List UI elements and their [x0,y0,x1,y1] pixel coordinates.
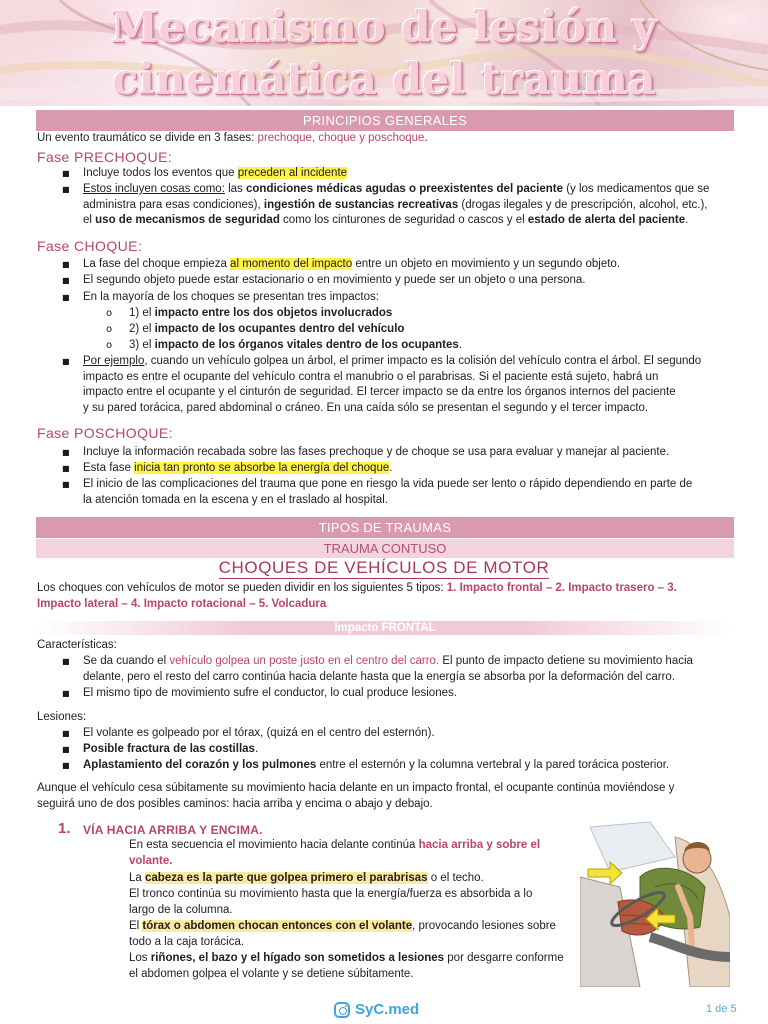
bullet-icon: ■ [62,761,70,770]
page-number: 1 de 5 [706,1003,737,1015]
bullet-icon: ■ [62,689,70,698]
lesion-item-2: Posible fractura de las costillas. [83,743,259,755]
vehiculos-heading: CHOQUES DE VEHÍCULOS DE MOTOR [218,558,550,577]
choque-item-4: Por ejemplo, cuando un vehículo golpea un árbol, el primer impacto es la colisión del vehículo contra el árbol. El segundo impacto es entre el ocupante del vehículo contra el manubrio o el parabrisas. Si el paciente está sujeto, habrá un impacto entre el ocupante y el cinturón de seguridad. El tercer impacto se da entre los órganos internos del paciente y su pared torácica, pared abdominal o cráneo. En una caída sólo se presentan el segundo y el tercer impacto. [83,355,702,415]
footer-brand[interactable] [334,1001,419,1018]
poschoque-item-2: Esta fase inicia tan pronto se absorbe la energía del choque. [83,462,393,474]
caracteristica-item-2: El mismo tipo de movimiento sufre el conductor, lo cual produce lesiones. [83,687,457,699]
choque-item-2: El segundo objeto puede estar estacionario o en movimiento y puede ser un objeto o una persona. [83,274,586,286]
via-number: 1. [58,820,71,837]
via-paragraph-5: Los riñones, el bazo y el hígado son sometidos a lesiones por desgarre conforme el abdomen golpea el volante y se detiene súbitamente. [129,952,564,980]
lesiones-label: Lesiones: [37,711,87,723]
bullet-icon: ■ [62,169,70,178]
footer-brand-label: SyC.med [355,1001,420,1018]
bullet-icon: ■ [62,260,70,269]
bullet-icon: ■ [62,276,70,285]
lesion-item-3: Aplastamiento del corazón y los pulmones entre el esternón y la columna vertebral y la pared torácica posterior. [83,759,670,771]
bullet-icon: ■ [62,464,70,473]
bullet-icon: ■ [62,357,70,366]
choque-item-1: La fase del choque empieza al momento del impacto entre un objeto en movimiento y un segundo objeto. [83,258,621,270]
poschoque-item-1: Incluye la información recabada sobre las fases prechoque y de choque se usa para evaluar y manejar al paciente. [83,446,670,458]
via-paragraph-1: En esta secuencia el movimiento hacia delante continúa hacia arriba y sobre el volante. [129,839,541,867]
page-title: Mecanismo de lesión y cinemática del trauma [110,3,658,105]
driver-impact-illustration [580,817,730,987]
choque-heading: Fase CHOQUE: [37,238,143,254]
caracteristica-item-1: Se da cuando el vehículo golpea un poste justo en el centro del carro. El punto de impacto detiene su movimiento hacia delante, pero el resto del carro continúa hacia delante hasta que la energía se absorba por la deformación del carro. [83,655,693,683]
prechoque-heading: Fase PRECHOQUE: [37,149,173,165]
caracteristicas-label: Características: [37,639,117,651]
prechoque-item-2: Estos incluyen cosas como: las condiciones médicas agudas o preexistentes del paciente (y los medicamentos que se administra para esas condiciones), ingestión de sustancias recreativas (drogas ilegales y de prescripción, alcohol, etc.), el uso de mecanismos de seguridad como los cinturones de seguridad o cascos y el estado de alerta del paciente. [83,183,710,227]
poschoque-heading: Fase POSCHOQUE: [37,425,173,441]
bullet-icon: ■ [62,745,70,754]
prechoque-item-1: Incluye todos los eventos que preceden al incidente [83,167,348,179]
via-paragraph-4: El tórax o abdomen chocan entonces con el volante, provocando lesiones sobre todo a la caja torácica. [129,920,556,948]
bullet-icon: ■ [62,657,70,666]
impacto-frontal-title: Impacto FRONTAL [36,621,734,635]
choque-subitem-2: 2) el impacto de los ocupantes dentro del vehículo [129,323,405,335]
bullet-icon: ■ [62,480,70,489]
bullet-icon: ■ [62,448,70,457]
choque-subitem-3: 3) el impacto de los órganos vitales dentro de los ocupantes. [129,339,462,351]
via-paragraph-2: La cabeza es la parte que golpea primero el parabrisas o el techo. [129,872,484,884]
bullet-icon: ■ [62,729,70,738]
via-paragraph-3: El tronco continúa su movimiento hasta que la energía/fuerza es absorbida a lo largo de la columna. [129,888,533,916]
section-bar-tipos: TIPOS DE TRAUMAS [36,517,734,538]
bullet-icon: ■ [62,293,70,302]
title-banner [0,0,768,106]
section-bar-principios: PRINCIPIOS GENERALES [36,110,734,131]
choque-subitem-1: 1) el impacto entre los dos objetos involucrados [129,307,393,319]
circle-bullet-icon: o [106,324,113,335]
bullet-icon: ■ [62,185,70,194]
frontal-paragraph: Aunque el vehículo cesa súbitamente su movimiento hacia delante en un impacto frontal, el ocupante continúa moviéndose y seguirá uno de dos posibles caminos: hacia arriba y encima o abajo y debajo. [37,782,675,810]
section-subbar-contuso: TRAUMA CONTUSO [36,539,734,558]
principios-intro: Un evento traumático se divide en 3 fases: prechoque, choque y poschoque. [37,132,428,144]
via-title: VÍA HACIA ARRIBA Y ENCIMA. [83,823,263,837]
choque-item-3: En la mayoría de los choques se presentan tres impactos: [83,291,379,303]
circle-bullet-icon: o [106,340,113,351]
poschoque-item-3: El inicio de las complicaciones del trauma que pone en riesgo la vida puede ser lento o rápido dependiendo en parte de la atención tomada en la escena y en el traslado al hospital. [83,478,693,506]
tipos-intro: Los choques con vehículos de motor se pueden dividir en los siguientes 5 tipos: 1. Impacto frontal – 2. Impacto trasero – 3. Impacto lateral – 4. Impacto rotacional – 5. Volcadura [37,582,677,610]
circle-bullet-icon: o [106,308,113,319]
instagram-icon [334,1002,350,1018]
lesion-item-1: El volante es golpeado por el tórax, (quizá en el centro del esternón). [83,727,435,739]
